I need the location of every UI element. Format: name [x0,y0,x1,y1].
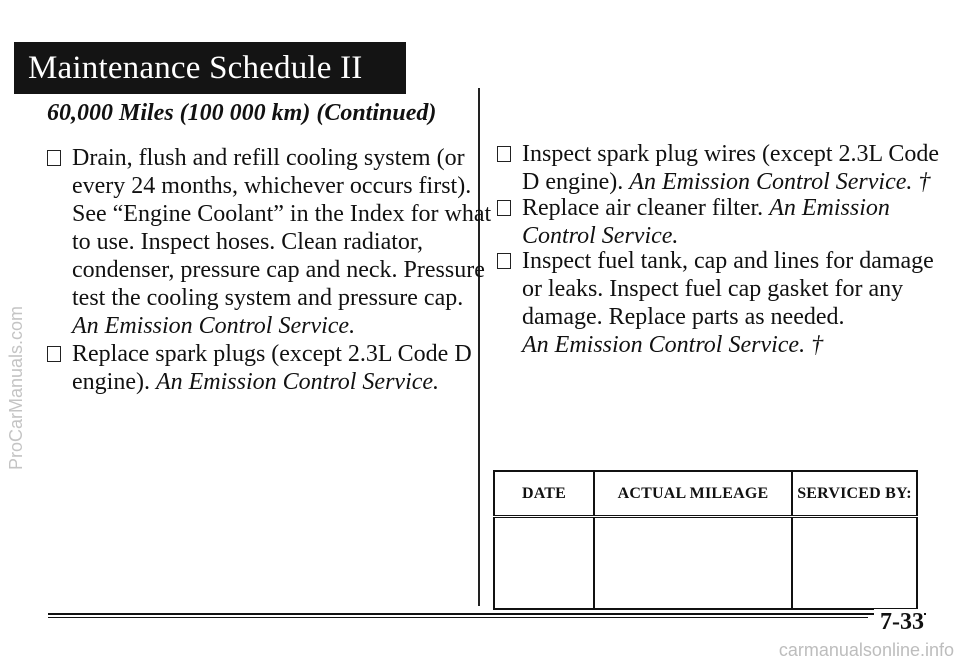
checkbox-icon[interactable] [47,346,61,362]
item-text-line: Replace spark plugs (except 2.3L Code D [72,341,472,367]
column-header-actual-mileage: ACTUAL MILEAGE [594,471,792,517]
service-log-table [493,470,918,610]
checklist-item-fuel-tank [497,247,934,359]
watermark-bottom: carmanualsonline.info [778,640,954,660]
checklist-item-spark-plugs [47,340,472,396]
checkbox-icon[interactable] [497,200,511,216]
item-text-line: Drain, flush and refill cooling system (or [72,145,465,171]
table-header-row [494,471,917,517]
checkbox-icon[interactable] [47,150,61,166]
checklist-item-spark-plug-wires [497,140,939,196]
dagger-mark: † [918,169,931,195]
footer-rule [48,613,926,615]
emission-control-note: An Emission Control Service. [72,313,356,339]
watermark-left: ProCarManuals.com [6,305,26,470]
column-header-serviced-by: SERVICED BY: [792,471,917,517]
section-title: Maintenance Schedule II [28,50,363,86]
item-text-line: every 24 months, whichever occurs first). [72,173,472,199]
checklist-item-cooling-system [47,144,491,340]
item-text-line: damage. Replace parts as needed. [522,304,845,330]
table-row [494,517,917,610]
serviced-by-cell[interactable] [792,517,917,610]
item-text-line: to use. Inspect hoses. Clean radiator, [72,229,423,255]
page-number: 7-33 [874,609,924,636]
dagger-mark: † [811,332,824,358]
checkbox-icon[interactable] [497,146,511,162]
date-cell[interactable] [494,517,594,610]
item-text-line: See “Engine Coolant” in the Index for what [72,201,492,227]
item-text-line: Inspect fuel tank, cap and lines for damage [522,248,934,274]
section-header-banner [14,42,406,94]
emission-control-note: An Emission Control Service. [522,332,806,358]
mileage-cell[interactable] [594,517,792,610]
checklist-item-air-cleaner [497,194,890,250]
emission-control-note: An Emission Control Service. [629,169,913,195]
footer-rule-thin [48,617,868,618]
checkbox-icon[interactable] [497,253,511,269]
item-text-line: test the cooling system and pressure cap. [72,285,464,311]
item-text-line: or leaks. Inspect fuel cap gasket for any [522,276,904,302]
emission-control-note-cont: Control Service. [522,223,679,249]
emission-control-note: An Emission Control Service. [155,369,440,395]
emission-control-note: An Emission [769,195,890,221]
item-text-line: engine). [72,369,150,395]
item-text-line: Replace air cleaner filter. [522,195,764,221]
item-text-line: condenser, pressure cap and neck. Pressure [72,257,485,283]
item-text-line: D engine). [522,169,624,195]
mileage-subtitle: 60,000 Miles (100 000 km) (Continued) [47,100,437,126]
item-text-line: Inspect spark plug wires (except 2.3L Code [522,141,939,167]
column-header-date: DATE [494,471,594,517]
